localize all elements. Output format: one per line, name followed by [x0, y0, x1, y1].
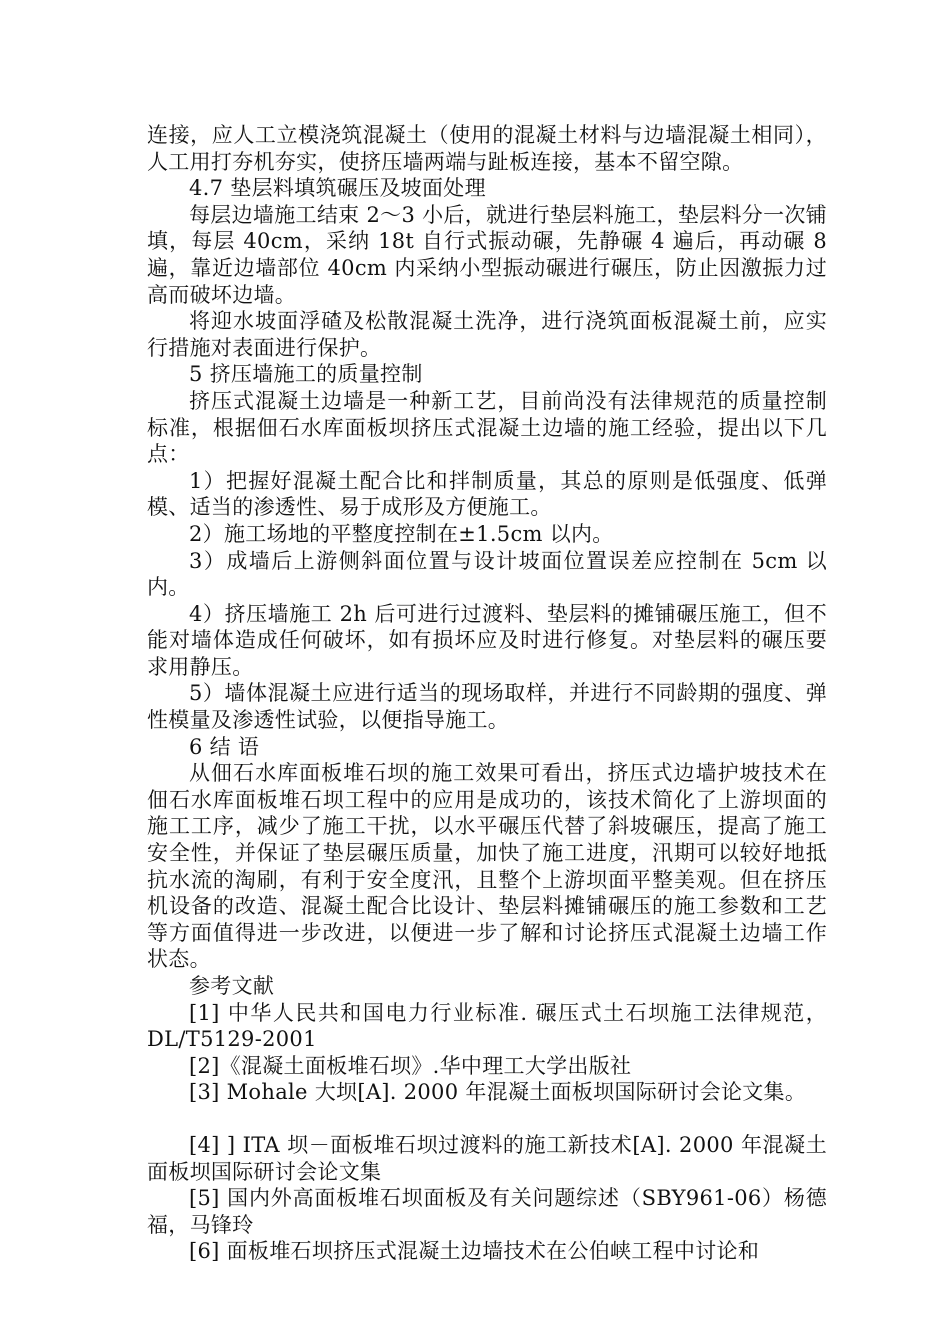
- list-item: 4）挤压墙施工 2h 后可进行过渡料、垫层料的摊铺碾压施工，但不能对墙体造成任何破坏，如有损坏应及时进行修复。对垫层料的碾压要求用静压。: [147, 601, 827, 679]
- reference-item: [6] 面板堆石坝挤压式混凝土边墙技术在公伯峡工程中讨论和: [189, 1239, 760, 1264]
- references-heading: 参考文献: [189, 974, 275, 998]
- list-item: 1）把握好混凝土配合比和拌制质量，其总的原则是低强度、低弹模、适当的渗透性、易于成形及方便施工。: [147, 468, 827, 520]
- paragraph: 挤压式混凝土边墙是一种新工艺，目前尚没有法律规范的质量控制标准，根据佃石水库面板坝挤压式混凝土边墙的施工经验，提出以下几点：: [147, 388, 827, 467]
- paragraph: 每层边墙施工结束 2～3 小后，就进行垫层料施工，垫层料分一次铺填，每层 40cm，采纳 18t 自行式振动碾，先静碾 4 遍后，再动碾 8 遍，靠近边墙部位 40cm 内采纳小型振动碾进行碾压，防止因激振力过高而破坏边墙。: [147, 202, 827, 307]
- reference-item: [5] 国内外高面板堆石坝面板及有关问题综述（SBY961-06）杨德福，马锋玲: [147, 1186, 827, 1237]
- list-item: 2）施工场地的平整度控制在±1.5cm 以内。: [189, 521, 614, 546]
- spacer: [147, 1106, 827, 1132]
- paragraph-continued: 连接，应人工立模浇筑混凝土（使用的混凝土材料与边墙混凝土相同），人工用打夯机夯实，使挤压墙两端与趾板连接，基本不留空隙。: [147, 123, 827, 174]
- paragraph: 将迎水坡面浮碴及松散混凝土洗净，进行浇筑面板混凝土前，应实行措施对表面进行保护。: [147, 309, 827, 360]
- list-item: 5）墙体混凝土应进行适当的现场取样，并进行不同龄期的强度、弹性模量及渗透性试验，以便指导施工。: [147, 681, 827, 733]
- section-heading-5: 5 挤压墙施工的质量控制: [189, 362, 423, 387]
- reference-item: [1] 中华人民共和国电力行业标准. 碾压式土石坝施工法律规范，DL/T5129-2001: [147, 1000, 827, 1052]
- reference-item: [3] Mohale 大坝[A]. 2000 年混凝土面板坝国际研讨会论文集。: [189, 1080, 807, 1105]
- list-item: 3）成墙后上游侧斜面位置与设计坡面位置误差应控制在 5cm 以内。: [147, 548, 827, 600]
- section-heading-4-7: 4.7 垫层料填筑碾压及坡面处理: [189, 176, 486, 201]
- document-body: [147, 122, 827, 1265]
- reference-item: [2]《混凝土面板堆石坝》.华中理工大学出版社: [189, 1053, 632, 1078]
- paragraph: 从佃石水库面板堆石坝的施工效果可看出，挤压式边墙护坡技术在佃石水库面板堆石坝工程中的应用是成功的，该技术简化了上游坝面的施工工序，减少了施工干扰，以水平碾压代替了斜坡碾压，提高了施工安全性，并保证了垫层碾压质量，加快了施工进度，汛期可以较好地抵抗水流的淘刷，有利于安全度汛，且整个上游坝面平整美观。但在挤压机设备的改造、混凝土配合比设计、垫层料摊铺碾压的施工参数和工艺等方面值得进一步改进，以便进一步了解和讨论挤压式混凝土边墙工作状态。: [147, 761, 827, 972]
- section-heading-6: 6 结 语: [189, 734, 260, 759]
- reference-item: [4] ] ITA 坝－面板堆石坝过渡料的施工新技术[A]. 2000 年混凝土面板坝国际研讨会论文集: [147, 1132, 827, 1184]
